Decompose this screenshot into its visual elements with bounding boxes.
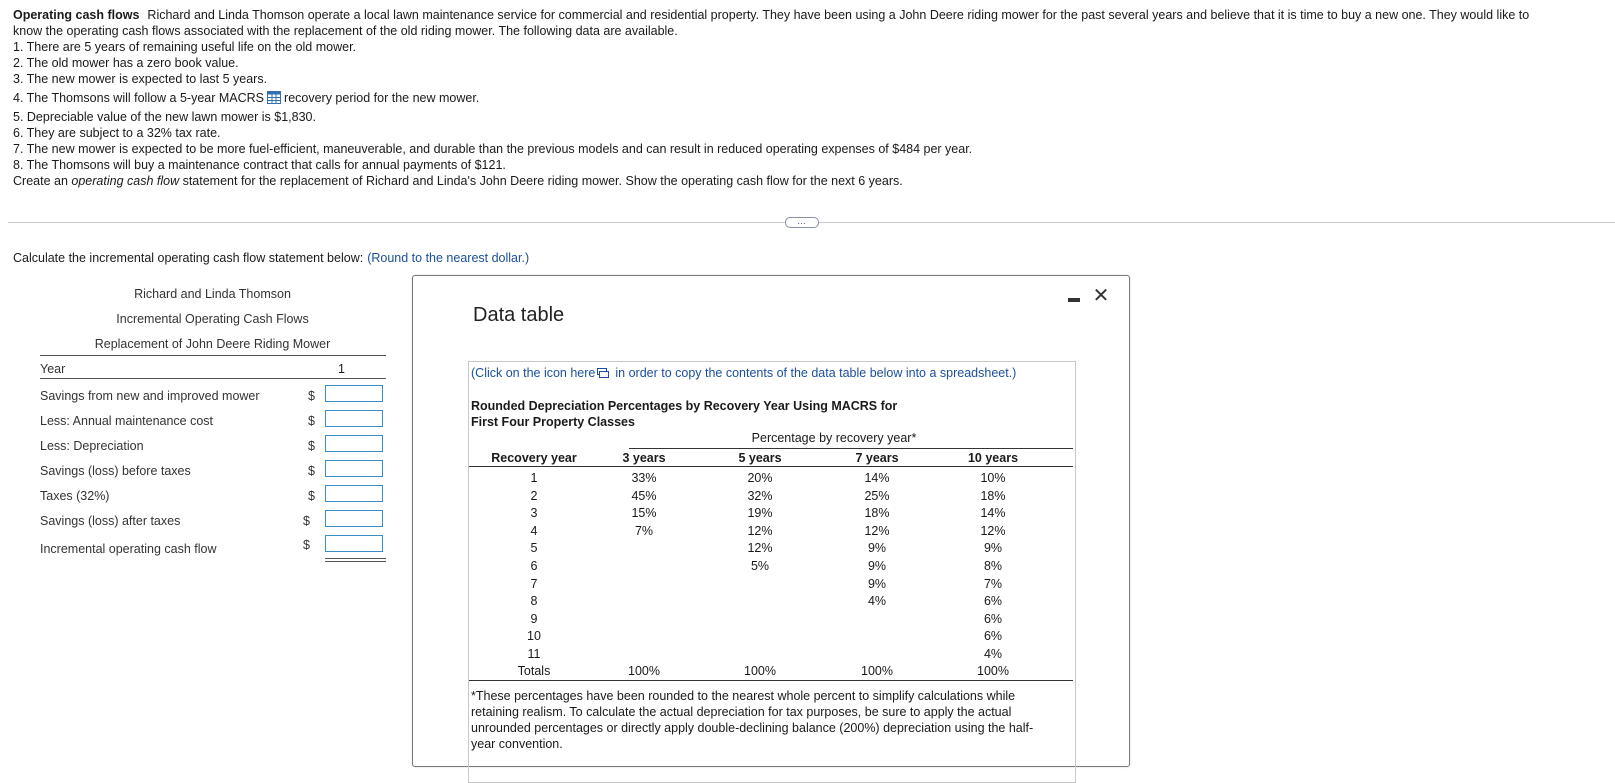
savings-input[interactable] (325, 385, 383, 402)
pct-10-years-cell: 14% (980, 506, 1006, 521)
pct-5-years-cell: 20% (747, 471, 773, 485)
pct-5-years-cell: 5% (750, 559, 770, 573)
expand-button[interactable]: … (785, 217, 819, 228)
problem-create-post: statement for the replacement of Richard and Linda's John Deere riding mower. Show the operating cash flow for the next 6 years. (182, 174, 903, 188)
row-label-maintenance: Less: Annual maintenance cost (40, 414, 214, 428)
pct-5-years-cell: 12% (747, 541, 773, 556)
statement-title-2: Incremental Operating Cash Flows (116, 312, 309, 326)
recovery-year-cell: 9 (530, 611, 538, 626)
pct-7-years-cell: 9% (867, 559, 887, 573)
header-top-rule (629, 448, 1073, 449)
problem-create-pre: Create an (13, 174, 68, 188)
pct-5-years-cell: 19% (747, 506, 773, 521)
currency-symbol: $ (308, 414, 315, 428)
rounding-note: (Round to the nearest dollar.) (367, 251, 530, 265)
col-header-recovery-year: Recovery year (491, 451, 577, 465)
data-table-dialog (412, 275, 1130, 767)
recovery-year-cell: 3 (530, 506, 538, 521)
statement-title-3: Replacement of John Deere Riding Mower (94, 337, 331, 351)
recovery-year-cell: 8 (530, 594, 538, 609)
pct-3-years-cell: 15% (631, 506, 657, 521)
pct-3-years-cell: 45% (631, 488, 657, 503)
statement-header-rule (40, 355, 386, 356)
problem-item-7: 7. The new mower is expected to be more fuel-efficient, maneuverable, and durable than the previous models and can result in reduced operating expenses of $484 per year. (13, 142, 973, 156)
problem-heading: Operating cash flows (13, 8, 140, 22)
depreciation-input[interactable] (325, 435, 383, 452)
pct-7-years-cell: 25% (864, 488, 890, 503)
row-label-cash-flow: Incremental operating cash flow (40, 542, 217, 556)
taxes-input[interactable] (325, 485, 383, 502)
year-1-header: 1 (338, 362, 345, 376)
problem-item-6: 6. They are subject to a 32% tax rate. (13, 126, 221, 140)
pct-7-years-cell: 4% (867, 594, 887, 609)
data-table-panel (468, 361, 1076, 783)
pct-10-years-cell: 6% (983, 594, 1003, 609)
col-header-3-years: 3 years (622, 451, 666, 465)
recovery-year-cell: 4 (530, 523, 538, 538)
pct-10-years-cell: 12% (980, 523, 1006, 538)
pct-10-years-cell: 6% (983, 611, 1003, 626)
before-taxes-input[interactable] (325, 460, 383, 477)
problem-item-4-post: recovery period for the new mower. (284, 91, 480, 105)
header-bottom-rule (469, 466, 1073, 467)
instruction (13, 251, 529, 265)
pct-7-years-cell: 14% (864, 471, 890, 485)
totals-label: Totals (517, 664, 551, 678)
problem-item-4 (13, 90, 1603, 106)
table-title-line-2: First Four Property Classes (471, 415, 635, 429)
copy-text-post: in order to copy the contents of the data table below into a spreadsheet.) (615, 366, 1017, 380)
problem-item-8: 8. The Thomsons will buy a maintenance contract that calls for annual payments of $121. (13, 158, 506, 172)
totals-7-years: 100% (861, 664, 893, 678)
pct-10-years-cell: 9% (983, 541, 1003, 556)
totals-5-years: 100% (744, 664, 776, 678)
row-label-before-taxes: Savings (loss) before taxes (40, 464, 191, 478)
pct-10-years-cell: 10% (980, 471, 1006, 485)
recovery-year-cell: 1 (530, 471, 538, 485)
totals-3-years: 100% (628, 664, 660, 678)
maintenance-input[interactable] (325, 410, 383, 427)
problem-item-2: 2. The old mower has a zero book value. (13, 56, 239, 70)
col-header-10-years: 10 years (967, 451, 1019, 465)
pct-10-years-cell: 7% (983, 576, 1003, 591)
total-rule-1 (325, 558, 386, 559)
recovery-year-cell: 7 (530, 576, 538, 591)
pct-7-years-cell: 18% (864, 506, 890, 521)
statement-year-rule (40, 378, 386, 379)
dialog-title: Data table (473, 304, 565, 326)
currency-symbol: $ (308, 439, 315, 453)
row-label-after-taxes: Savings (loss) after taxes (40, 514, 181, 528)
pct-5-years-cell: 12% (747, 523, 773, 538)
problem-create (13, 173, 1603, 189)
recovery-year-cell: 10 (527, 629, 541, 644)
problem-intro-cont: know the operating cash flows associated with the replacement of the old riding mower. The following data are available. (13, 24, 678, 38)
problem-item-3: 3. The new mower is expected to last 5 years. (13, 72, 268, 86)
table-title-line-1: Rounded Depreciation Percentages by Recovery Year Using MACRS for (471, 399, 898, 413)
totals-bottom-rule (469, 680, 1073, 681)
row-label-savings: Savings from new and improved mower (40, 389, 260, 403)
copy-text-pre: (Click on the icon here (471, 366, 596, 380)
currency-symbol: $ (303, 514, 310, 528)
col-header-7-years: 7 years (855, 451, 899, 465)
problem-item-5: 5. Depreciable value of the new lawn mower is $1,830. (13, 110, 316, 124)
pct-10-years-cell: 4% (983, 647, 1003, 661)
close-icon[interactable]: ✕ (1092, 285, 1110, 307)
problem-intro-text: Richard and Linda Thomson operate a local lawn maintenance service for commercial and residential property. They have been using a John Deere riding mower for the past several years and believe that it is time to buy a new one. They would like to (147, 8, 1530, 22)
copy-spreadsheet-icon[interactable] (597, 367, 609, 377)
currency-symbol: $ (308, 464, 315, 478)
col-header-5-years: 5 years (738, 451, 782, 465)
footnote: *These percentages have been rounded to the nearest whole percent to simplify calculations while retaining realism. To calculate the actual depreciation for tax purposes, be sure to apply the actual unrounded percentages or directly apply double-declining balance (200%) depreciation using the half-year convention. (471, 689, 1034, 751)
cash-flow-input[interactable] (325, 535, 383, 552)
recovery-year-cell: 6 (530, 559, 538, 573)
year-label: Year (40, 362, 66, 376)
currency-symbol: $ (308, 489, 315, 503)
totals-10-years: 100% (977, 664, 1009, 678)
pct-3-years-cell: 7% (634, 523, 654, 538)
pct-10-years-cell: 8% (983, 559, 1003, 573)
problem-intro (13, 7, 1603, 23)
copy-instruction (471, 366, 1016, 380)
pct-5-years-cell: 32% (747, 488, 773, 503)
after-taxes-input[interactable] (325, 510, 383, 527)
currency-symbol: $ (308, 389, 315, 403)
problem-create-em: operating cash flow (71, 174, 180, 188)
problem-item-1: 1. There are 5 years of remaining useful life on the old mower. (13, 40, 357, 54)
pct-7-years-cell: 9% (867, 541, 887, 556)
recovery-year-cell: 5 (530, 541, 538, 556)
pct-7-years-cell: 12% (864, 523, 890, 538)
instruction-text: Calculate the incremental operating cash flow statement below: (13, 251, 364, 265)
pct-7-years-cell: 9% (867, 576, 887, 591)
pct-3-years-cell: 33% (631, 471, 657, 485)
pct-10-years-cell: 6% (983, 629, 1003, 644)
currency-symbol: $ (303, 538, 310, 552)
recovery-year-cell: 11 (527, 647, 541, 661)
statement-title-1: Richard and Linda Thomson (134, 287, 291, 301)
problem-text (13, 7, 1603, 189)
pct-10-years-cell: 18% (980, 488, 1006, 503)
problem-item-4-pre: 4. The Thomsons will follow a 5-year MACRS (13, 91, 265, 105)
minimize-icon[interactable] (1068, 298, 1080, 302)
percentage-header: Percentage by recovery year* (751, 431, 917, 445)
table-grid-icon[interactable] (267, 91, 281, 104)
total-rule-2 (325, 561, 386, 562)
row-label-depreciation: Less: Depreciation (40, 439, 144, 453)
table-title (471, 398, 971, 430)
recovery-year-cell: 2 (530, 488, 538, 503)
row-label-taxes: Taxes (32%) (40, 489, 110, 503)
